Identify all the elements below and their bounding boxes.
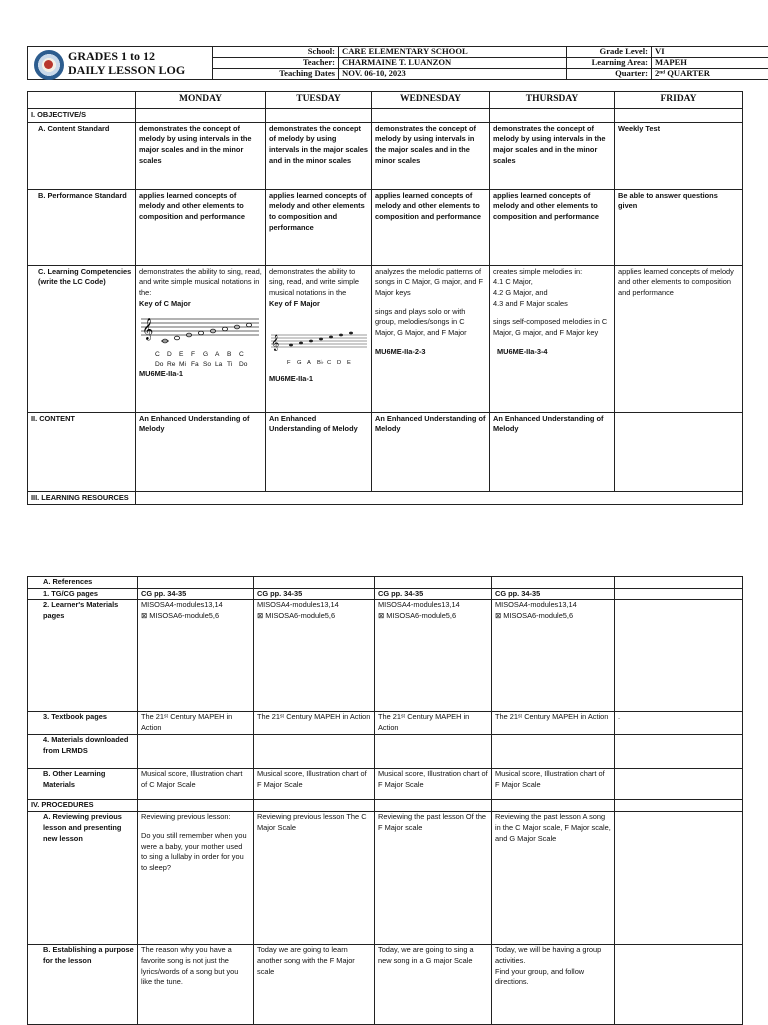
area-label: Learning Area: — [567, 58, 652, 69]
tg-label: 1. TG/CG pages — [28, 588, 138, 600]
teacher-value: CHARMAINE T. LUANZON — [339, 58, 567, 69]
other-wed: Musical score, Illustration chart of F Major Scale — [375, 769, 492, 800]
tg-mon: CG pp. 34-35 — [138, 588, 254, 600]
other-tue: Musical score, Illustration chart of F Major Scale — [254, 769, 375, 800]
svg-text:𝄞: 𝄞 — [142, 318, 153, 341]
purpose-wed: Today, we are going to sing a new song in a G major Scale — [375, 945, 492, 1025]
grade-value: VI — [652, 47, 768, 58]
school-label: School: — [213, 47, 339, 58]
lm-label: 2. Learner's Materials pages — [28, 600, 138, 712]
competencies-label: C. Learning Competencies (write the LC Code) — [28, 265, 136, 412]
school-value: CARE ELEMENTARY SCHOOL — [339, 47, 567, 58]
c-major-letters: C D E F G A B C — [139, 350, 262, 360]
key-f-major: Key of F Major — [269, 299, 368, 310]
day-header-thursday: THURSDAY — [490, 92, 615, 109]
reviewing-thu: Reviewing the past lesson A song in the C Major scale, F Major scale, and G Major Scale — [492, 812, 615, 945]
competencies-mon: demonstrates the ability to sing, read, and write simple musical notations in the: Key of C Major 𝄞 C D E F G A B C Do Re Mi Fa So La Ti Do MU6ME-IIa-1 — [136, 265, 266, 412]
lm-tue: MISOSA4-modules13,14 ⊠ MISOSA6-module5,6 — [254, 600, 375, 712]
reviewing-mon: Reviewing previous lesson: Do you still remember when you were a baby, your mother used to sing a lullaby in order for you to sleep? — [138, 812, 254, 945]
corner-cell — [28, 92, 136, 109]
lm-wed: MISOSA4-modules13,14 ⊠ MISOSA6-module5,6 — [375, 600, 492, 712]
purpose-thu: Today, we will be having a group activities. Find your group, and follow directions. — [492, 945, 615, 1025]
c-major-syllables: Do Re Mi Fa So La Ti Do — [139, 360, 262, 370]
tg-thu: CG pp. 34-35 — [492, 588, 615, 600]
section-learning-resources: III. LEARNING RESOURCES — [28, 491, 136, 505]
textbook-fri: . — [615, 712, 743, 735]
section-objectives: I. OBJECTIVE/S — [28, 108, 136, 122]
dates-label: Teaching Dates — [213, 69, 339, 80]
competencies-fri: applies learned concepts of melody and other elements to composition and performance — [615, 265, 743, 412]
day-header-wednesday: WEDNESDAY — [372, 92, 490, 109]
deped-seal-icon — [34, 50, 64, 80]
textbook-thu: The 21ˢᵗ Century MAPEH in Action — [492, 712, 615, 735]
lm-mon: MISOSA4-modules13,14 ⊠ MISOSA6-module5,6 — [138, 600, 254, 712]
tg-wed: CG pp. 34-35 — [375, 588, 492, 600]
tg-tue: CG pp. 34-35 — [254, 588, 375, 600]
reviewing-wed: Reviewing the past lesson Of the F Major scale — [375, 812, 492, 945]
teacher-label: Teacher: — [213, 58, 339, 69]
lc-code-wed: MU6ME-IIa-2-3 — [375, 347, 486, 358]
content-standard-thu: demonstrates the concept of melody by using intervals in the major scales and in the minor scales — [490, 122, 615, 189]
day-header-monday: MONDAY — [136, 92, 266, 109]
f-major-letters: F G A B♭ C D E — [269, 359, 368, 367]
lc-code-tue: MU6ME-IIa-1 — [269, 374, 368, 385]
svg-text:𝄞: 𝄞 — [271, 335, 279, 351]
day-header-tuesday: TUESDAY — [266, 92, 372, 109]
resources-procedures-table — [27, 576, 743, 1025]
textbook-wed: The 21ˢᵗ Century MAPEH in Action — [375, 712, 492, 735]
performance-standard-fri: Be able to answer questions given — [615, 189, 743, 265]
other-fri — [615, 769, 743, 800]
purpose-mon: The reason why you have a favorite song is not just the lyrics/words of a song but you like the tune. — [138, 945, 254, 1025]
reviewing-label: A. Reviewing previous lesson and presenting new lesson — [28, 812, 138, 945]
header-table — [27, 46, 768, 80]
references-label: A. References — [28, 577, 138, 589]
lc-code-mon: MU6ME-IIa-1 — [139, 369, 262, 380]
day-header-friday: FRIDAY — [615, 92, 743, 109]
header-logo-cell — [28, 47, 213, 80]
competencies-wed: analyzes the melodic patterns of songs in C Major, G major, and F Major keys sings and plays solo or with group, melodies/songs in C Major, G Major, and F Major MU6ME-IIa-2-3 — [372, 265, 490, 412]
other-mon: Musical score, Illustration chart of C Major Scale — [138, 769, 254, 800]
content-standard-fri: Weekly Test — [615, 122, 743, 189]
competencies-tue: demonstrates the ability to sing, read, and write simple musical notations in the Key of F Major 𝄞 F G A B♭ C D E MU6ME-IIa-1 — [266, 265, 372, 412]
content-standard-tue: demonstrates the concept of melody by using intervals in the major scales and in the minor scales — [266, 122, 372, 189]
c-major-staff-icon — [139, 311, 261, 345]
content-wed: An Enhanced Understanding of Melody — [372, 412, 490, 491]
textbook-label: 3. Textbook pages — [28, 712, 138, 735]
key-c-major: Key of C Major — [139, 299, 262, 310]
textbook-tue: The 21ˢᵗ Century MAPEH in Action — [254, 712, 375, 735]
performance-standard-tue: applies learned concepts of melody and other elements to composition and performance — [266, 189, 372, 265]
purpose-tue: Today we are going to learn another song with the F Major scale — [254, 945, 375, 1025]
content-standard-label: A. Content Standard — [28, 122, 136, 189]
tg-fri — [615, 588, 743, 600]
dates-value: NOV. 06-10, 2023 — [339, 69, 567, 80]
content-mon: An Enhanced Understanding of Melody — [136, 412, 266, 491]
performance-standard-mon: applies learned concepts of melody and other elements to composition and performance — [136, 189, 266, 265]
other-materials-label: B. Other Learning Materials — [28, 769, 138, 800]
lc-code-thu: MU6ME-IIa-3-4 — [493, 347, 611, 358]
reviewing-tue: Reviewing previous lesson The C Major Scale — [254, 812, 375, 945]
performance-standard-wed: applies learned concepts of melody and other elements to composition and performance — [372, 189, 490, 265]
f-major-staff-icon — [269, 329, 369, 355]
reviewing-fri — [615, 812, 743, 945]
area-value: MAPEH — [652, 58, 768, 69]
lm-thu: MISOSA4-modules13,14 ⊠ MISOSA6-module5,6 — [492, 600, 615, 712]
grade-label: Grade Level: — [567, 47, 652, 58]
content-standard-wed: demonstrates the concept of melody by using intervals in the major scales and in the minor scales — [372, 122, 490, 189]
content-standard-mon: demonstrates the concept of melody by using intervals in the major scales and in the minor scales — [136, 122, 266, 189]
content-fri — [615, 412, 743, 491]
competencies-thu: creates simple melodies in: 4.1 C Major, 4.2 G Major, and 4.3 and F Major scales sings self-composed melodies in C Major, G major, and F Major key MU6ME-IIa-3-4 — [490, 265, 615, 412]
purpose-fri — [615, 945, 743, 1025]
quarter-label: Quarter: — [567, 69, 652, 80]
content-label: II. CONTENT — [28, 412, 136, 491]
performance-standard-label: B. Performance Standard — [28, 189, 136, 265]
lrmds-label: 4. Materials downloaded from LRMDS — [28, 735, 138, 769]
quarter-value: 2ⁿᵈ QUARTER — [652, 69, 768, 80]
performance-standard-thu: applies learned concepts of melody and other elements to composition and performance — [490, 189, 615, 265]
lm-fri — [615, 600, 743, 712]
objectives-table — [27, 91, 743, 505]
content-thu: An Enhanced Understanding of Melody — [490, 412, 615, 491]
content-tue: An Enhanced Understanding of Melody — [266, 412, 372, 491]
textbook-mon: The 21ˢᵗ Century MAPEH in Action — [138, 712, 254, 735]
other-thu: Musical score, Illustration chart of F Major Scale — [492, 769, 615, 800]
purpose-label: B. Establishing a purpose for the lesson — [28, 945, 138, 1025]
section-procedures: IV. PROCEDURES — [28, 800, 138, 812]
log-title: GRADES 1 to 12 DAILY LESSON LOG — [68, 50, 185, 78]
